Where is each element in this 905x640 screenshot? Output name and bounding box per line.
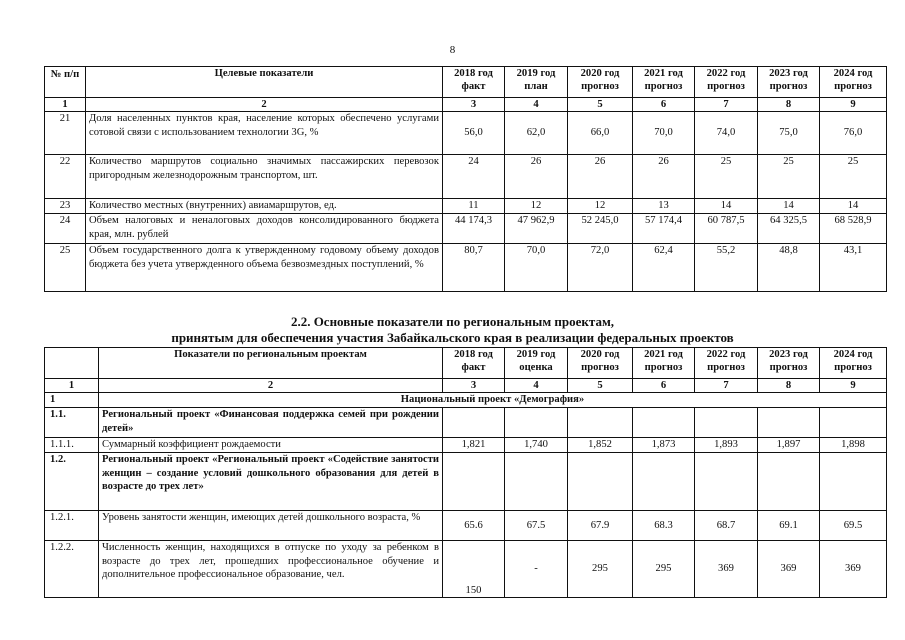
cell-value: 66,0 (568, 112, 633, 155)
row-num: 24 (45, 214, 86, 244)
row-name: Региональный проект «Региональный проект «Содействие занятости женщин – создание условий дошкольного образования для детей в возрасте до трех лет» (99, 453, 443, 511)
empty-cell (695, 453, 758, 511)
cell-value: 74,0 (695, 112, 758, 155)
table-row (45, 199, 887, 214)
colnum: 6 (633, 379, 695, 393)
row-num: 1 (45, 393, 99, 408)
empty-cell (568, 453, 633, 511)
column-number-row (45, 379, 887, 393)
row-name: Объем государственного долга к утвержденному годовому объему доходов бюджета без учета утвержденного объема безвозмездных поступлений, % (86, 244, 443, 292)
row-name: Количество маршрутов социально значимых пассажирских перевозок пригородным железнодорожным транспортом, шт. (86, 155, 443, 199)
cell-value: 52 245,0 (568, 214, 633, 244)
row-num: 22 (45, 155, 86, 199)
target-indicators-table (44, 66, 887, 292)
header-year: 2021 год прогноз (633, 67, 695, 98)
cell-value: 1,821 (443, 438, 505, 453)
cell-value: 14 (758, 199, 820, 214)
cell-value: 295 (568, 541, 633, 598)
table-header-row (45, 348, 887, 379)
colnum: 8 (758, 379, 820, 393)
empty-cell (443, 453, 505, 511)
empty-cell (505, 408, 568, 438)
header-year: 2024 год прогноз (820, 348, 887, 379)
cell-value: 12 (568, 199, 633, 214)
cell-value: 44 174,3 (443, 214, 505, 244)
cell-value: 43,1 (820, 244, 887, 292)
cell-value: 1,897 (758, 438, 820, 453)
cell-value: 67.5 (505, 511, 568, 541)
page-number: 8 (449, 44, 456, 56)
cell-value: 25 (820, 155, 887, 199)
cell-value: 369 (820, 541, 887, 598)
cell-value: 68 528,9 (820, 214, 887, 244)
cell-value: 69.5 (820, 511, 887, 541)
cell-value: 68.7 (695, 511, 758, 541)
row-num: 1.2. (45, 453, 99, 511)
header-year: 2023 год прогноз (758, 348, 820, 379)
empty-cell (443, 408, 505, 438)
cell-value: 25 (695, 155, 758, 199)
colnum: 4 (505, 379, 568, 393)
colnum: 9 (820, 379, 887, 393)
cell-value: 369 (758, 541, 820, 598)
table-row (45, 438, 887, 453)
row-num: 1.1. (45, 408, 99, 438)
cell-value: 11 (443, 199, 505, 214)
row-num: 1.1.1. (45, 438, 99, 453)
cell-value: 1,873 (633, 438, 695, 453)
header-year: 2022 год прогноз (695, 348, 758, 379)
colnum: 2 (86, 98, 443, 112)
empty-cell (695, 408, 758, 438)
cell-value: 55,2 (695, 244, 758, 292)
colnum: 7 (695, 98, 758, 112)
cell-value: 60 787,5 (695, 214, 758, 244)
empty-cell (820, 408, 887, 438)
header-year: 2018 год факт (443, 67, 505, 98)
header-year: 2019 год оценка (505, 348, 568, 379)
cell-value: 80,7 (443, 244, 505, 292)
empty-cell (568, 408, 633, 438)
cell-value: 47 962,9 (505, 214, 568, 244)
cell-value: 26 (633, 155, 695, 199)
header-num (45, 348, 99, 379)
row-num: 21 (45, 112, 86, 155)
colnum: 1 (45, 98, 86, 112)
row-name: Региональный проект «Финансовая поддержка семей при рождении детей» (99, 408, 443, 438)
cell-value: 69.1 (758, 511, 820, 541)
header-year: 2022 год прогноз (695, 67, 758, 98)
colnum: 7 (695, 379, 758, 393)
colnum: 5 (568, 98, 633, 112)
empty-cell (633, 408, 695, 438)
row-name: Объем налоговых и неналоговых доходов консолидированного бюджета края, млн. рублей (86, 214, 443, 244)
cell-value: 76,0 (820, 112, 887, 155)
section-title-line2: принятым для обеспечения участия Забайкальского края в реализации федеральных проектов (171, 330, 734, 345)
header-num: № п/п (45, 67, 86, 98)
national-project-row (45, 393, 887, 408)
cell-value: 62,0 (505, 112, 568, 155)
cell-value: 25 (758, 155, 820, 199)
row-name: Количество местных (внутренних) авиамаршрутов, ед. (86, 199, 443, 214)
table-header-row (45, 67, 887, 98)
cell-value: 1,898 (820, 438, 887, 453)
cell-value: 56,0 (443, 112, 505, 155)
table-row (45, 155, 887, 199)
colnum: 4 (505, 98, 568, 112)
cell-value: 369 (695, 541, 758, 598)
cell-value: 72,0 (568, 244, 633, 292)
header-year: 2018 год факт (443, 348, 505, 379)
colnum: 5 (568, 379, 633, 393)
cell-value: 62,4 (633, 244, 695, 292)
header-year: 2020 год прогноз (568, 348, 633, 379)
regional-project-row (45, 453, 887, 511)
row-num: 1.2.1. (45, 511, 99, 541)
header-year: 2020 год прогноз (568, 67, 633, 98)
colnum: 6 (633, 98, 695, 112)
row-name: Суммарный коэффициент рождаемости (99, 438, 443, 453)
empty-cell (758, 408, 820, 438)
colnum: 1 (45, 379, 99, 393)
section-title-line1: 2.2. Основные показатели по региональным проектам, (290, 314, 615, 329)
national-project-name: Национальный проект «Демография» (99, 393, 887, 408)
row-name: Доля населенных пунктов края, население которых обеспечено услугами сотовой связи с использованием технологии 3G, % (86, 112, 443, 155)
row-num: 1.2.2. (45, 541, 99, 598)
cell-value: 1,893 (695, 438, 758, 453)
cell-value: 64 325,5 (758, 214, 820, 244)
row-name: Уровень занятости женщин, имеющих детей дошкольного возраста, % (99, 511, 443, 541)
cell-value: 68.3 (633, 511, 695, 541)
empty-cell (633, 453, 695, 511)
cell-value: 24 (443, 155, 505, 199)
table-row (45, 244, 887, 292)
cell-value: 26 (505, 155, 568, 199)
table-row (45, 112, 887, 155)
cell-value: 65.6 (443, 511, 505, 541)
cell-value: 295 (633, 541, 695, 598)
table-row (45, 541, 887, 598)
row-name: Численность женщин, находящихся в отпуске по уходу за ребенком в возрасте до трех лет, прошедших профессиональное обучение и дополнительное профессиональное образование, чел. (99, 541, 443, 598)
cell-value: 57 174,4 (633, 214, 695, 244)
colnum: 2 (99, 379, 443, 393)
cell-value: 14 (695, 199, 758, 214)
cell-value: 75,0 (758, 112, 820, 155)
cell-value: 70,0 (633, 112, 695, 155)
row-num: 25 (45, 244, 86, 292)
table-row (45, 214, 887, 244)
regional-project-row (45, 408, 887, 438)
cell-value: 1,852 (568, 438, 633, 453)
header-year: 2021 год прогноз (633, 348, 695, 379)
empty-cell (505, 453, 568, 511)
cell-value: 150 (443, 541, 505, 598)
cell-value: 1,740 (505, 438, 568, 453)
header-year: 2019 год план (505, 67, 568, 98)
row-num: 23 (45, 199, 86, 214)
header-year: 2023 год прогноз (758, 67, 820, 98)
colnum: 9 (820, 98, 887, 112)
empty-cell (820, 453, 887, 511)
cell-value: 67.9 (568, 511, 633, 541)
cell-value: 12 (505, 199, 568, 214)
empty-cell (758, 453, 820, 511)
header-indicator: Показатели по региональным проектам (99, 348, 443, 379)
table-row (45, 511, 887, 541)
cell-value: 26 (568, 155, 633, 199)
cell-value: 13 (633, 199, 695, 214)
colnum: 3 (443, 98, 505, 112)
regional-projects-table (44, 347, 887, 598)
cell-value: 48,8 (758, 244, 820, 292)
column-number-row (45, 98, 887, 112)
colnum: 8 (758, 98, 820, 112)
header-indicator: Целевые показатели (86, 67, 443, 98)
cell-value: - (505, 541, 568, 598)
header-year: 2024 год прогноз (820, 67, 887, 98)
cell-value: 70,0 (505, 244, 568, 292)
cell-value: 14 (820, 199, 887, 214)
colnum: 3 (443, 379, 505, 393)
